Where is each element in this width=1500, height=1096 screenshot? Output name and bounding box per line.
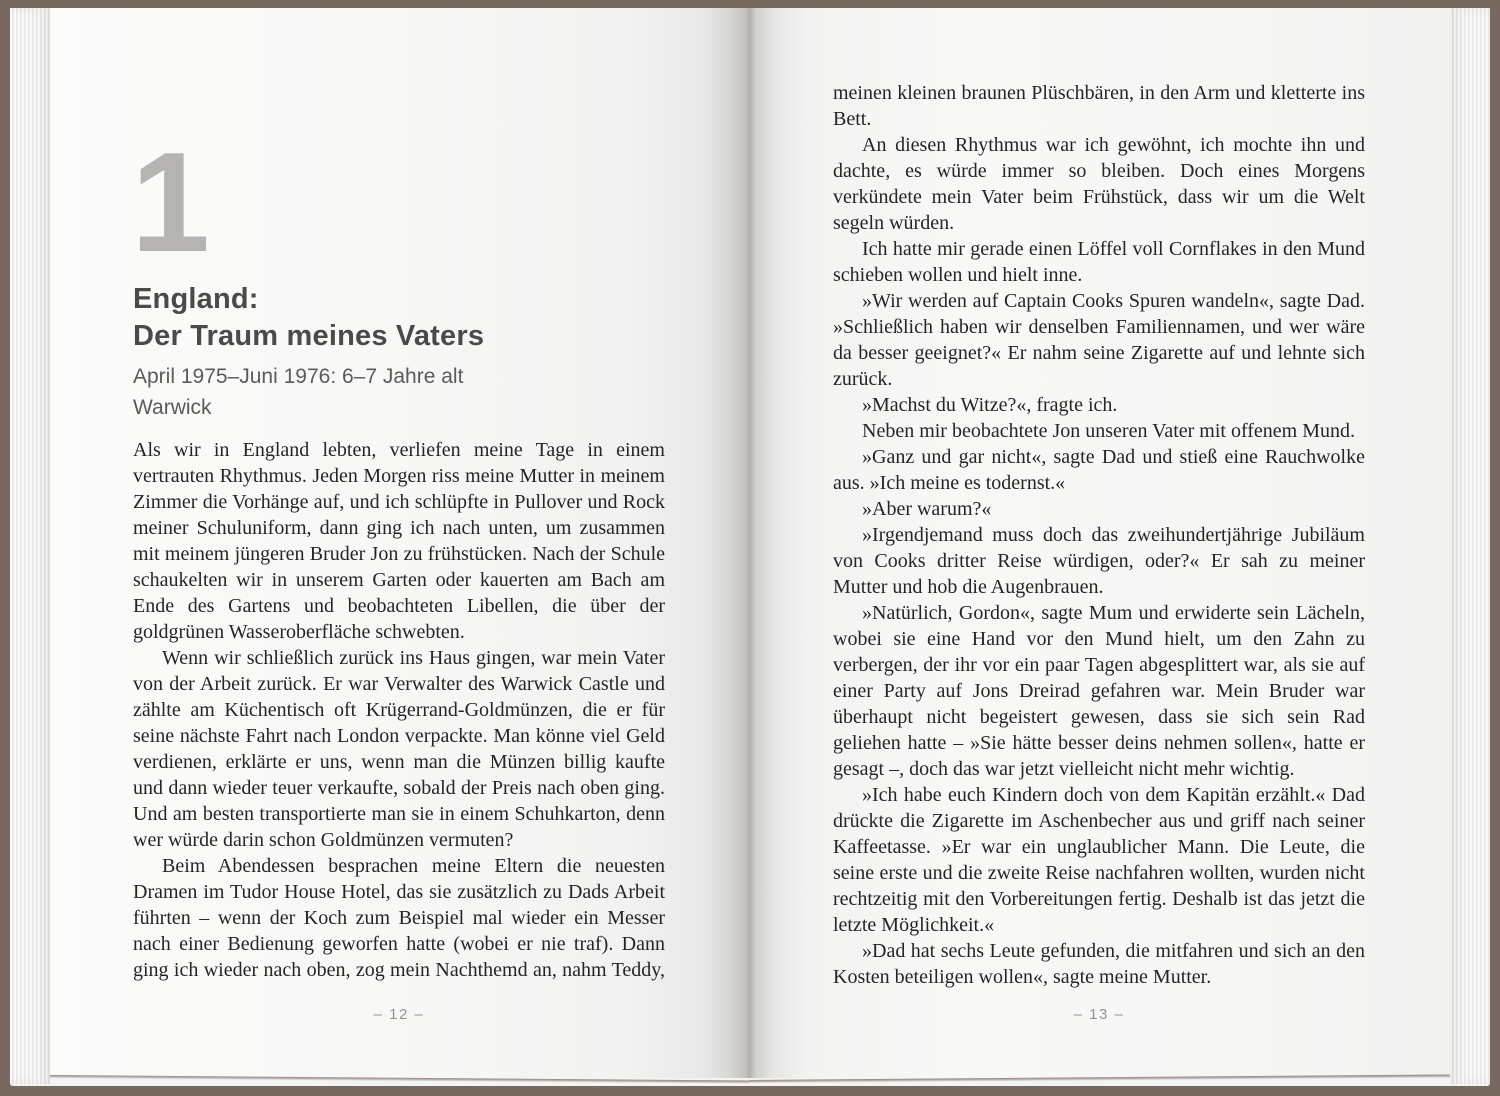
body-paragraph: »Dad hat sechs Leute gefunden, die mitfahren und sich an den Kosten beteiligen wollen«, sagte meine Mutter.: [833, 940, 1365, 988]
body-paragraph: Ich hatte mir gerade einen Löffel voll Cornflakes in den Mund schieben wollen und hielt inne.: [833, 238, 1365, 286]
chapter-dates: April 1975–Juni 1976: 6–7 Jahre alt: [133, 365, 464, 388]
body-paragraph: An diesen Rhythmus war ich gewöhnt, ich mochte ihn und dachte, es würde immer so bleiben. Doch eines Morgens verkündete mein Vater beim Frühstück, dass wir um die Welt segeln würden.: [833, 134, 1365, 234]
page-edge-stack-left: [10, 8, 50, 1084]
body-paragraph: meinen kleinen braunen Plüschbären, in den Arm und kletterte ins Bett.: [833, 82, 1365, 130]
left-page-body: [133, 437, 665, 983]
body-paragraph: Beim Abendessen besprachen meine Eltern die neuesten Dramen im Tudor House Hotel, das sie zusätzlich zu Dads Arbeit führten – wenn der Koch zum Beispiel mal wieder ein Messer nach einer Bedienung geworfen hatte (wobei er nie traf). Dann ging ich wieder nach oben, zog mein Nachthemd an, nahm Teddy,: [133, 855, 665, 981]
body-paragraph: »Natürlich, Gordon«, sagte Mum und erwiderte sein Lächeln, wobei sie eine Hand vor den Mund hielt, um den Zahn zu verbergen, der ihr vor ein paar Tagen abgesplittert war, als sie auf einer Party auf Jons Dreirad gefahren war. Mein Bruder war überhaupt nicht begeistert gewesen, dass sie sich sein Rad geliehen hatte – »Sie hätte besser deins nehmen sollen«, hatte er gesagt –, doch das war jetzt vielleicht nicht mehr wichtig.: [833, 602, 1365, 780]
body-paragraph: »Machst du Witze?«, fragte ich.: [862, 394, 1118, 416]
body-paragraph: Wenn wir schließlich zurück ins Haus gingen, war mein Vater von der Arbeit zurück. Er war Verwalter des Warwick Castle und zählte am Küchentisch oft Krügerrand-Goldmünzen, die er für seine nächste Fahrt nach London verpackte. Man könne viel Geld verdienen, erklärte er uns, wenn man die Münzen billig kaufte und dann wieder teuer verkaufte, sobald der Preis nach oben ging. Und am besten transportierte man sie in einem Schuhkarton, denn wer würde darin schon Goldmünzen vermuten?: [133, 647, 665, 851]
chapter-number: 1: [131, 123, 210, 282]
page-number-left: – 12 –: [373, 1006, 425, 1023]
body-paragraph: Als wir in England lebten, verliefen meine Tage in einem vertrauten Rhythmus. Jeden Morgen riss meine Mutter in meinem Zimmer die Vorhänge auf, und ich schlüpfte in Pullover und Rock meiner Schuluniform, dann ging ich nach unten, um zusammen mit meinem jüngeren Bruder Jon zu frühstücken. Nach der Schule schaukelten wir in unserem Garten oder kauerten am Bach am Ende des Gartens und beobachteten Libellen, die über der goldgrünen Wasseroberfläche schwebten.: [133, 439, 665, 643]
chapter-title: [133, 281, 484, 355]
body-paragraph: »Irgendjemand muss doch das zweihundertjährige Jubiläum von Cooks dritter Reise würdigen, oder?« Er sah zu meiner Mutter und hob die Augenbrauen.: [833, 524, 1365, 598]
page-edge-stack-right: [1450, 8, 1490, 1084]
body-paragraph: Neben mir beobachtete Jon unseren Vater mit offenem Mund.: [862, 420, 1356, 442]
body-paragraph: »Wir werden auf Captain Cooks Spuren wandeln«, sagte Dad. »Schließlich haben wir denselben Familiennamen, und wer wäre da besser geeignet?« Er nahm seine Zigarette auf und lehnte sich zurück.: [833, 290, 1365, 390]
right-page-body: [833, 80, 1365, 990]
page-number-right: – 13 –: [1073, 1006, 1125, 1023]
chapter-title-line-2: Der Traum meines Vaters: [133, 320, 485, 352]
body-paragraph: »Ich habe euch Kindern doch von dem Kapitän erzählt.« Dad drückte die Zigarette im Aschenbecher aus und griff nach seiner Kaffeetasse. »Er war ein unglaublicher Mann. Die Leute, die seine erste und die zweite Reise nachfahren wollten, wurden nicht rechtzeitig mit den Vorbereitungen fertig. Deshalb ist das jetzt die letzte Möglichkeit.«: [833, 784, 1365, 936]
body-paragraph: »Ganz und gar nicht«, sagte Dad und stieß eine Rauchwolke aus. »Ich meine es todernst.«: [833, 446, 1365, 494]
body-paragraph: »Aber warum?«: [862, 498, 992, 520]
chapter-location: Warwick: [133, 396, 212, 419]
chapter-title-line-1: England:: [133, 283, 259, 315]
chapter-subtitle: [133, 361, 463, 423]
